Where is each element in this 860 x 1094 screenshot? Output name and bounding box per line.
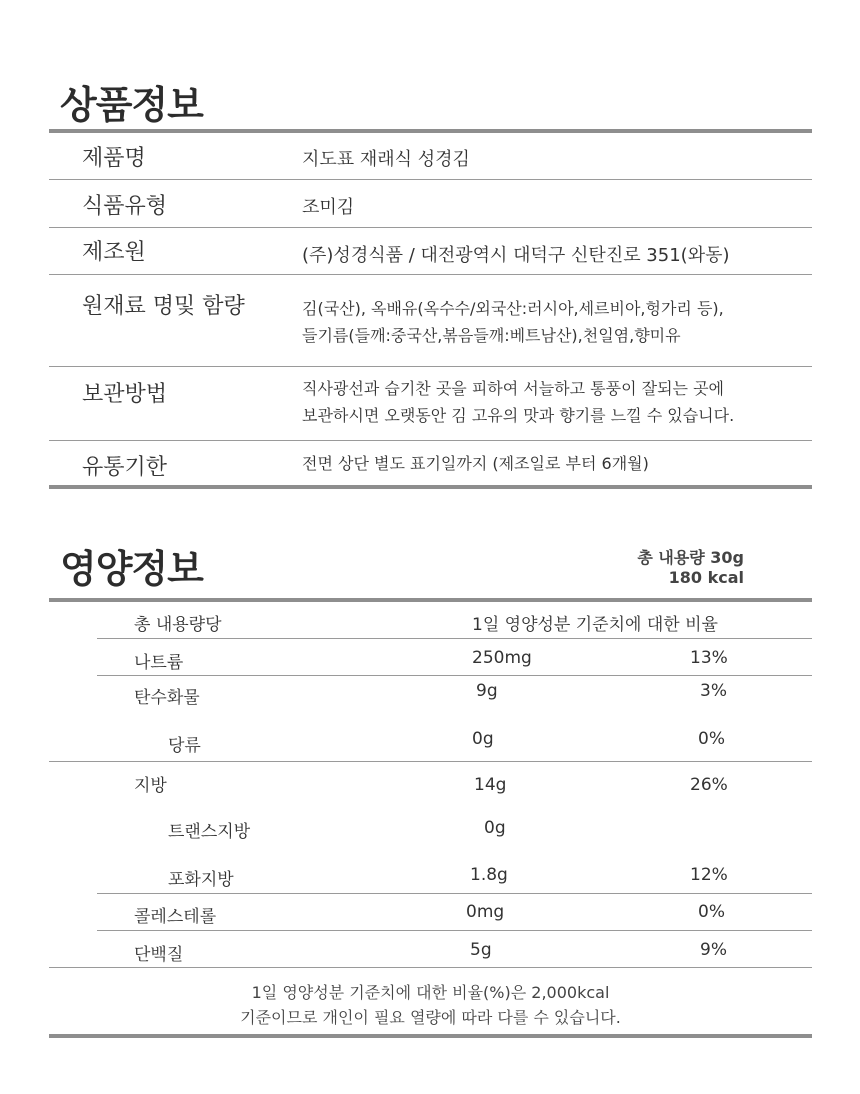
divider bbox=[49, 967, 812, 968]
divider bbox=[49, 179, 812, 180]
row-value: 지도표 재래식 성경김 bbox=[302, 149, 470, 170]
divider bbox=[49, 366, 812, 367]
divider bbox=[49, 274, 812, 275]
nutrient-name: 당류 bbox=[168, 736, 201, 756]
row-value-line: 직사광선과 습기찬 곳을 피하여 서늘하고 통풍이 잘되는 곳에 bbox=[302, 379, 725, 398]
nutrient-name: 포화지방 bbox=[168, 870, 234, 890]
row-value: 조미김 bbox=[302, 197, 355, 218]
divider bbox=[97, 893, 812, 894]
row-label: 제조원 bbox=[82, 240, 146, 265]
nutrient-amount: 1.8g bbox=[470, 865, 508, 885]
nutrient-amount: 0g bbox=[472, 729, 494, 749]
footnote-line: 1일 영양성분 기준치에 대한 비율(%)은 2,000kcal bbox=[251, 983, 610, 1002]
nutrient-percent: 12% bbox=[690, 865, 728, 885]
divider bbox=[97, 930, 812, 931]
nutrient-percent: 3% bbox=[700, 681, 727, 701]
divider bbox=[97, 638, 812, 639]
row-value-line: 들기름(들깨:중국산,볶음들깨:베트남산),천일염,향미유 bbox=[302, 326, 681, 345]
row-label: 제품명 bbox=[82, 146, 146, 171]
row-value-line: 보관하시면 오랫동안 김 고유의 맛과 향기를 느낄 수 있습니다. bbox=[302, 406, 735, 425]
divider bbox=[49, 1034, 812, 1038]
header-daily-value: 1일 영양성분 기준치에 대한 비율 bbox=[472, 615, 718, 635]
nutrient-amount: 0g bbox=[484, 818, 506, 838]
nutrient-amount: 0mg bbox=[466, 902, 505, 922]
row-label: 보관방법 bbox=[82, 382, 168, 407]
divider bbox=[49, 227, 812, 228]
divider bbox=[97, 675, 812, 676]
nutrient-amount: 14g bbox=[474, 775, 507, 795]
divider bbox=[49, 598, 812, 602]
nutrient-percent: 13% bbox=[690, 648, 728, 668]
row-label: 식품유형 bbox=[82, 194, 168, 219]
row-label: 유통기한 bbox=[82, 455, 168, 480]
divider bbox=[49, 485, 812, 489]
product-info-title: 상품정보 bbox=[60, 83, 203, 127]
calories: 180 kcal bbox=[668, 568, 744, 587]
header-per-total: 총 내용량당 bbox=[134, 615, 222, 635]
nutrient-name: 나트륨 bbox=[134, 653, 184, 673]
nutrient-name: 트랜스지방 bbox=[168, 822, 251, 842]
row-value-line: 김(국산), 옥배유(옥수수/외국산:러시아,세르비아,헝가리 등), bbox=[302, 299, 724, 318]
nutrient-name: 탄수화물 bbox=[134, 688, 200, 708]
divider bbox=[49, 440, 812, 441]
nutrient-name: 지방 bbox=[134, 776, 167, 796]
row-label: 원재료 명및 함량 bbox=[82, 294, 245, 319]
row-value: (주)성경식품 / 대전광역시 대덕구 신탄진로 351(와동) bbox=[302, 245, 730, 266]
nutrient-percent: 0% bbox=[698, 729, 725, 749]
nutrient-amount: 9g bbox=[476, 681, 498, 701]
footnote-line: 기준이므로 개인이 필요 열량에 따라 다를 수 있습니다. bbox=[240, 1008, 621, 1027]
row-value: 전면 상단 별도 표기일까지 (제조일로 부터 6개월) bbox=[302, 454, 649, 473]
divider bbox=[49, 761, 812, 762]
total-amount: 총 내용량 30g bbox=[637, 548, 744, 567]
nutrient-percent: 9% bbox=[700, 940, 727, 960]
nutrient-amount: 250mg bbox=[472, 648, 532, 668]
divider bbox=[49, 129, 812, 133]
nutrient-amount: 5g bbox=[470, 940, 492, 960]
nutrition-info-title: 영양정보 bbox=[60, 547, 203, 591]
nutrient-name: 단백질 bbox=[134, 945, 184, 965]
nutrient-percent: 0% bbox=[698, 902, 725, 922]
nutrient-percent: 26% bbox=[690, 775, 728, 795]
nutrient-name: 콜레스테롤 bbox=[134, 907, 217, 927]
